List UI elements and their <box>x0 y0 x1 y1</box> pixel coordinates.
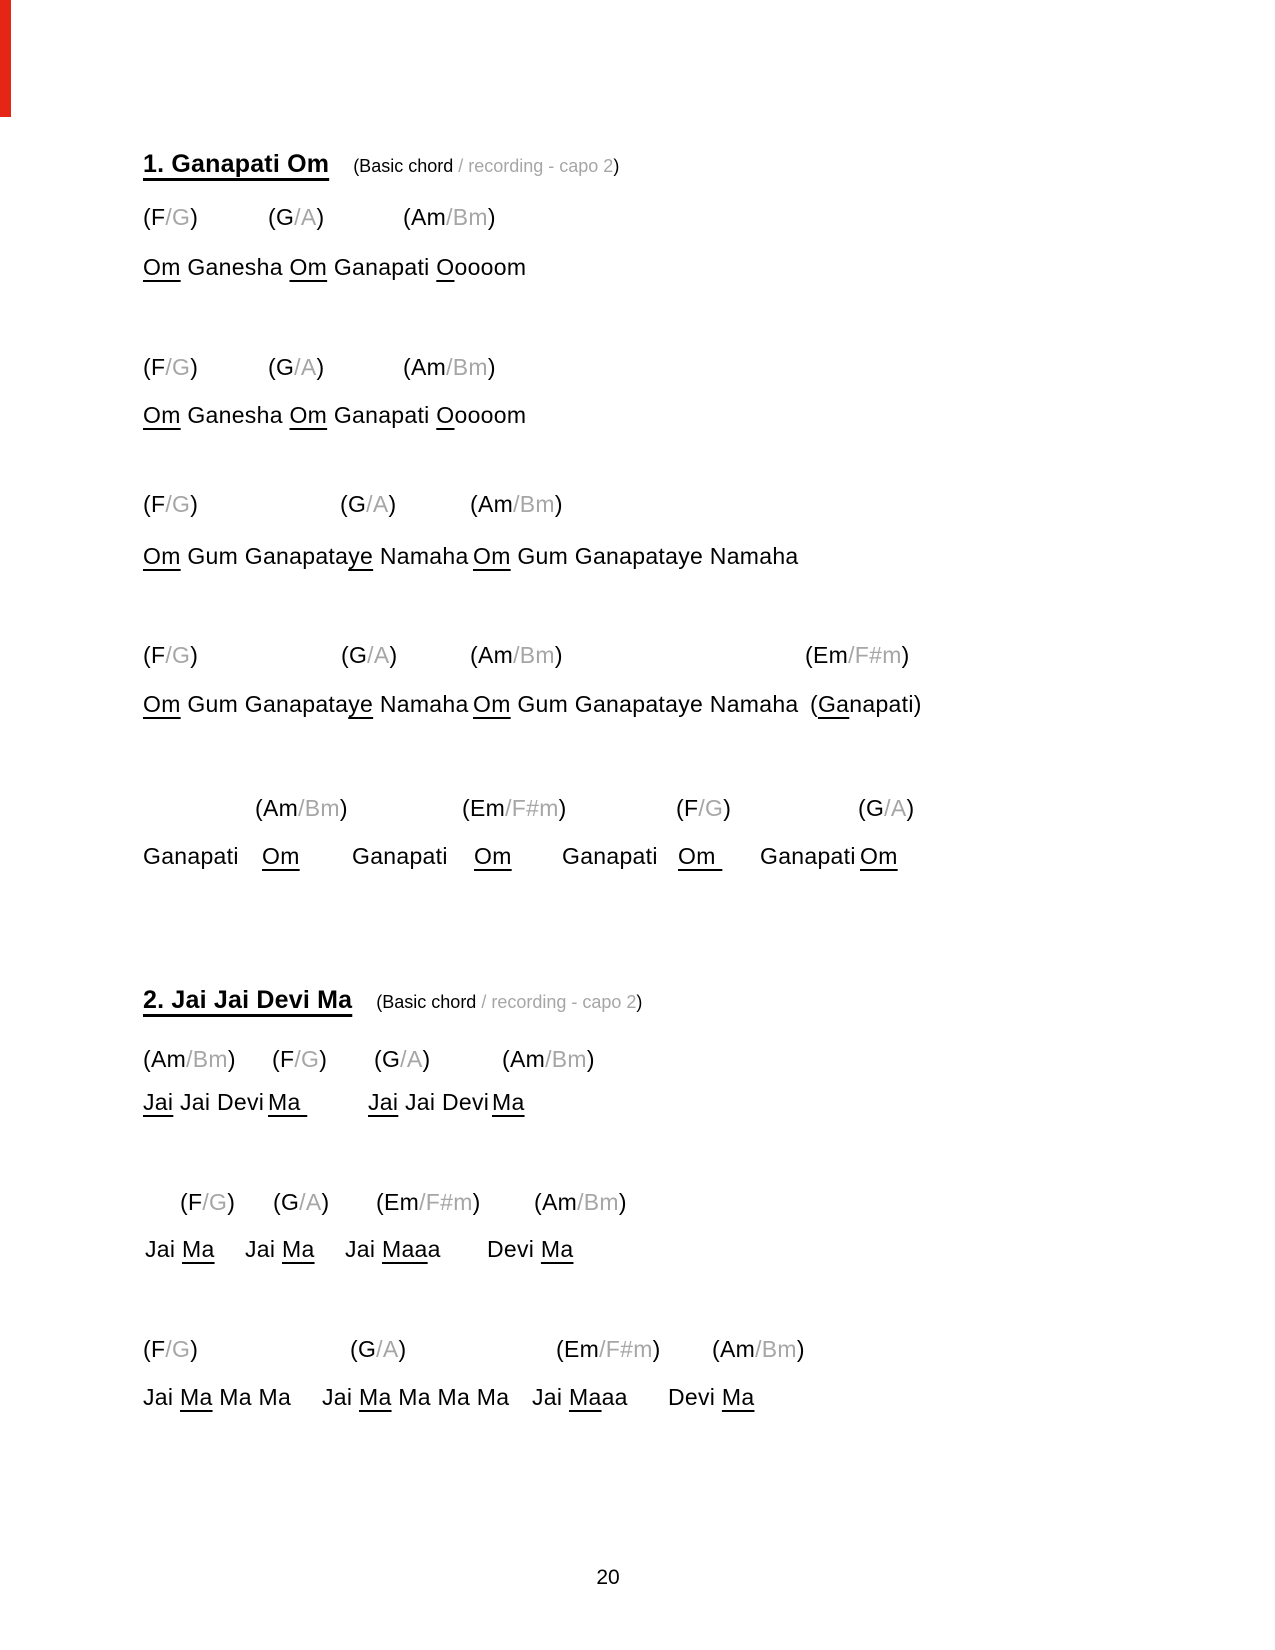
chord-close: ) <box>190 491 199 517</box>
lyric-text: Namaha <box>373 543 469 569</box>
lyric-line <box>0 691 1275 725</box>
lyric-underlined: O <box>436 402 455 428</box>
lyric-text: aa <box>601 1384 628 1410</box>
subtitle-close: ) <box>613 156 620 176</box>
lyric-underlined: Om <box>143 402 181 428</box>
chord-line <box>0 491 1275 525</box>
chord <box>273 1189 329 1216</box>
lyric-underlined: Ma <box>268 1089 308 1115</box>
red-flag-mark <box>0 0 11 117</box>
lyric-underlined: Om <box>289 402 328 428</box>
chord-alt: /G <box>698 795 724 821</box>
subtitle-muted: / recording - capo 2 <box>458 156 614 176</box>
chord-close: ) <box>319 1046 328 1072</box>
lyric-underlined: Ma <box>359 1384 392 1410</box>
lyric-phrase <box>143 1089 264 1116</box>
lyric-underlined: Ma <box>180 1384 213 1410</box>
lyric-text: Jai <box>345 1236 382 1262</box>
chord-alt: /Bm <box>513 642 555 668</box>
chord <box>341 642 397 669</box>
lyric-text: Devi <box>487 1236 541 1262</box>
chord-alt: /G <box>165 354 191 380</box>
chord-alt: /Bm <box>446 354 488 380</box>
chord-alt: /G <box>294 1046 320 1072</box>
lyric-phrase <box>143 1384 291 1411</box>
lyric-text: Ma Ma <box>212 1384 292 1410</box>
chord-alt: /G <box>165 642 191 668</box>
chord-main: (Am <box>534 1189 578 1215</box>
chord-main: (G <box>273 1189 300 1215</box>
lyric-phrase <box>268 1089 307 1116</box>
chord-alt: /A <box>294 204 317 230</box>
lyric-phrase <box>262 843 300 870</box>
chord-close: ) <box>227 1189 236 1215</box>
chord-alt: /Bm <box>446 204 488 230</box>
song-title: 1. Ganapati Om <box>143 150 330 178</box>
lyric-text: Namaha <box>373 691 469 717</box>
chord-close: ) <box>316 354 325 380</box>
lyric-underlined: Maa <box>382 1236 428 1262</box>
chord-main: (Am <box>502 1046 546 1072</box>
chord-main: (G <box>350 1336 377 1362</box>
lyric-underlined: ye <box>348 543 374 569</box>
lyric-text: oooom <box>454 254 527 280</box>
chord <box>534 1189 627 1216</box>
lyric-underlined: Om <box>473 691 511 717</box>
lyric-phrase <box>345 1236 441 1263</box>
lyric-text: Jai <box>143 1384 180 1410</box>
chord-close: ) <box>190 354 199 380</box>
chord-alt: /G <box>165 204 191 230</box>
chord-alt: /Bm <box>513 491 555 517</box>
chord-main: (G <box>340 491 367 517</box>
chord-line <box>0 1046 1275 1080</box>
chord-main: (Am <box>403 204 447 230</box>
chord-line <box>0 204 1275 238</box>
lyric-text: Ganapati <box>352 843 448 869</box>
chord-alt: /F#m <box>505 795 559 821</box>
chord <box>272 1046 327 1073</box>
chord-main: (Em <box>462 795 506 821</box>
chord-main: (Am <box>255 795 299 821</box>
chord-main: (Am <box>712 1336 756 1362</box>
lyric-phrase <box>473 543 799 570</box>
chord-close: ) <box>618 1189 627 1215</box>
song-title-line <box>143 150 619 179</box>
chord-close: ) <box>389 642 398 668</box>
lyric-text: Jai <box>145 1236 182 1262</box>
lyric-text: oooom <box>454 402 527 428</box>
chord <box>858 795 914 822</box>
chord-close: ) <box>398 1336 407 1362</box>
lyric-phrase <box>143 402 526 429</box>
lyric-text: Jai Devi <box>398 1089 490 1115</box>
lyric-underlined: O <box>436 254 455 280</box>
chord <box>340 491 396 518</box>
lyric-underlined: ye <box>348 691 374 717</box>
lyric-phrase <box>492 1089 525 1116</box>
chord-alt: /F#m <box>599 1336 653 1362</box>
lyric-phrase <box>487 1236 573 1263</box>
chord-main: (F <box>143 642 166 668</box>
chord-main: (F <box>143 491 166 517</box>
chord-alt: /G <box>202 1189 228 1215</box>
lyric-text: Jai <box>245 1236 282 1262</box>
chord-close: ) <box>388 491 397 517</box>
chord <box>470 642 563 669</box>
lyric-phrase <box>143 543 469 570</box>
chord-close: ) <box>487 204 496 230</box>
chord <box>255 795 348 822</box>
lyric-line <box>0 843 1275 877</box>
lyric-phrase <box>145 1236 215 1263</box>
lyric-underlined: Om <box>678 843 723 869</box>
chord-main: (Em <box>376 1189 420 1215</box>
chord-alt: /A <box>884 795 907 821</box>
lyric-underlined: Ma <box>492 1089 525 1115</box>
chord-close: ) <box>554 491 563 517</box>
lyric-text: Gum Ganapataye Namaha <box>510 543 799 569</box>
chord-main: (F <box>180 1189 203 1215</box>
chord-close: ) <box>652 1336 661 1362</box>
chord-close: ) <box>558 795 567 821</box>
chord <box>470 491 563 518</box>
chord <box>180 1189 235 1216</box>
lyric-line <box>0 1384 1275 1418</box>
chord <box>143 204 198 231</box>
subtitle-open: (Basic chord <box>376 992 482 1012</box>
chord-alt: /A <box>366 491 389 517</box>
song-subtitle <box>376 992 642 1013</box>
lyric-underlined: Ma <box>182 1236 215 1262</box>
chord <box>268 204 324 231</box>
chord-alt: /Bm <box>186 1046 228 1072</box>
chord-line <box>0 1336 1275 1370</box>
chord <box>350 1336 406 1363</box>
lyric-text: Jai <box>322 1384 359 1410</box>
lyric-underlined: Om <box>262 843 300 869</box>
chord-alt: /A <box>294 354 317 380</box>
lyric-phrase <box>474 843 512 870</box>
chord-close: ) <box>796 1336 805 1362</box>
lyric-underlined: Ma <box>282 1236 315 1262</box>
chord <box>502 1046 595 1073</box>
lyric-line <box>0 543 1275 577</box>
chord-alt: /A <box>376 1336 399 1362</box>
chord-main: (G <box>374 1046 401 1072</box>
lyric-text: Ganapati <box>327 254 437 280</box>
lyric-underlined: Jai <box>368 1089 399 1115</box>
chord-close: ) <box>190 642 199 668</box>
chord-close: ) <box>723 795 732 821</box>
lyric-line <box>0 402 1275 436</box>
lyric-phrase <box>810 691 922 718</box>
chord-close: ) <box>487 354 496 380</box>
chord <box>712 1336 805 1363</box>
lyric-line <box>0 1089 1275 1123</box>
lyric-underlined: Om <box>474 843 512 869</box>
song-title: 2. Jai Jai Devi Ma <box>143 986 353 1014</box>
chord-close: ) <box>190 204 199 230</box>
chord-alt: /A <box>299 1189 322 1215</box>
chord-close: ) <box>316 204 325 230</box>
chord-close: ) <box>586 1046 595 1072</box>
chord <box>403 354 496 381</box>
chord-alt: /G <box>165 1336 191 1362</box>
chord-close: ) <box>227 1046 236 1072</box>
chord <box>374 1046 430 1073</box>
lyric-underlined: Om <box>143 254 181 280</box>
page-number: 20 <box>596 1566 620 1589</box>
chord-alt: /G <box>165 491 191 517</box>
chord-close: ) <box>339 795 348 821</box>
chord-alt: /A <box>367 642 390 668</box>
chord <box>676 795 731 822</box>
chord <box>556 1336 661 1363</box>
song-title-line <box>143 986 642 1015</box>
lyric-phrase <box>473 691 799 718</box>
lyric-underlined: Ma <box>721 1384 755 1410</box>
chord-alt: /F#m <box>419 1189 473 1215</box>
chord-main: (Em <box>805 642 849 668</box>
lyric-phrase <box>860 843 898 870</box>
chord-line <box>0 1189 1275 1223</box>
lyric-phrase <box>668 1384 754 1411</box>
chord <box>403 204 496 231</box>
lyric-phrase <box>322 1384 509 1411</box>
lyric-text: Ganapati <box>143 843 239 869</box>
subtitle-close: ) <box>636 992 643 1012</box>
chord-alt: /Bm <box>755 1336 797 1362</box>
lyric-phrase <box>760 843 856 870</box>
lyric-text: napati) <box>849 691 922 717</box>
lyric-underlined: Ga <box>817 691 850 717</box>
chord-main: (Am <box>470 642 514 668</box>
lyric-phrase <box>245 1236 315 1263</box>
chord-close: ) <box>321 1189 330 1215</box>
lyric-text: Ganesha <box>180 254 290 280</box>
lyric-text: Ma Ma Ma <box>391 1384 510 1410</box>
lyric-phrase <box>532 1384 628 1411</box>
lyric-underlined: Om <box>860 843 898 869</box>
lyric-underlined: Ma <box>540 1236 574 1262</box>
lyric-phrase <box>368 1089 489 1116</box>
chord-close: ) <box>906 795 915 821</box>
chord-close: ) <box>472 1189 481 1215</box>
lyric-phrase <box>143 691 469 718</box>
lyric-underlined: Ma <box>569 1384 602 1410</box>
lyric-text: Gum Ganapata <box>180 543 349 569</box>
chord-alt: /Bm <box>577 1189 619 1215</box>
chord <box>143 491 198 518</box>
chord-main: (G <box>341 642 368 668</box>
chord <box>268 354 324 381</box>
chord-main: (Am <box>403 354 447 380</box>
chord-main: (F <box>272 1046 295 1072</box>
chord-main: (F <box>143 1336 166 1362</box>
chord-alt: /Bm <box>298 795 340 821</box>
chord-main: (F <box>143 204 166 230</box>
lyric-underlined: Om <box>143 543 181 569</box>
lyric-text: Jai <box>532 1384 569 1410</box>
chord-main: (F <box>143 354 166 380</box>
chord-main: (G <box>858 795 885 821</box>
lyric-text: Ganapati <box>327 402 437 428</box>
chord-close: ) <box>901 642 910 668</box>
chord-close: ) <box>422 1046 431 1072</box>
lyric-phrase <box>143 254 526 281</box>
lyric-text: a <box>427 1236 441 1262</box>
chord-alt: /Bm <box>545 1046 587 1072</box>
chord-line <box>0 642 1275 676</box>
lyric-text: Gum Ganapata <box>180 691 349 717</box>
chord-main: (Am <box>143 1046 187 1072</box>
lyric-phrase <box>678 843 722 870</box>
chord-close: ) <box>554 642 563 668</box>
chord <box>143 354 198 381</box>
lyric-line <box>0 254 1275 288</box>
chord-main: (F <box>676 795 699 821</box>
lyric-underlined: Om <box>289 254 328 280</box>
chord-alt: /F#m <box>848 642 902 668</box>
chord-main: (G <box>268 354 295 380</box>
chord <box>143 1046 236 1073</box>
lyric-text: Ganesha <box>180 402 290 428</box>
chord-line <box>0 795 1275 829</box>
lyric-underlined: Om <box>473 543 511 569</box>
chord-alt: /A <box>400 1046 423 1072</box>
lyric-underlined: Om <box>143 691 181 717</box>
song-subtitle <box>353 156 619 177</box>
lyric-line <box>0 1236 1275 1270</box>
chord-main: (G <box>268 204 295 230</box>
subtitle-muted: / recording - capo 2 <box>481 992 637 1012</box>
chord-close: ) <box>190 1336 199 1362</box>
lyric-text: Devi <box>668 1384 722 1410</box>
chord <box>462 795 567 822</box>
lyric-text: Ganapati <box>562 843 658 869</box>
lyric-text: Ganapati <box>760 843 856 869</box>
chord-main: (Em <box>556 1336 600 1362</box>
chord <box>143 642 198 669</box>
lyric-phrase <box>352 843 448 870</box>
chord-line <box>0 354 1275 388</box>
lyric-underlined: Jai <box>143 1089 174 1115</box>
subtitle-open: (Basic chord <box>353 156 459 176</box>
chord-main: (Am <box>470 491 514 517</box>
chord <box>805 642 910 669</box>
lyric-text: ( <box>810 691 818 717</box>
lyric-text: Jai Devi <box>173 1089 265 1115</box>
lyric-phrase <box>562 843 658 870</box>
lyric-phrase <box>143 843 239 870</box>
chord <box>143 1336 198 1363</box>
lyric-text: Gum Ganapataye Namaha <box>510 691 799 717</box>
chord <box>376 1189 481 1216</box>
